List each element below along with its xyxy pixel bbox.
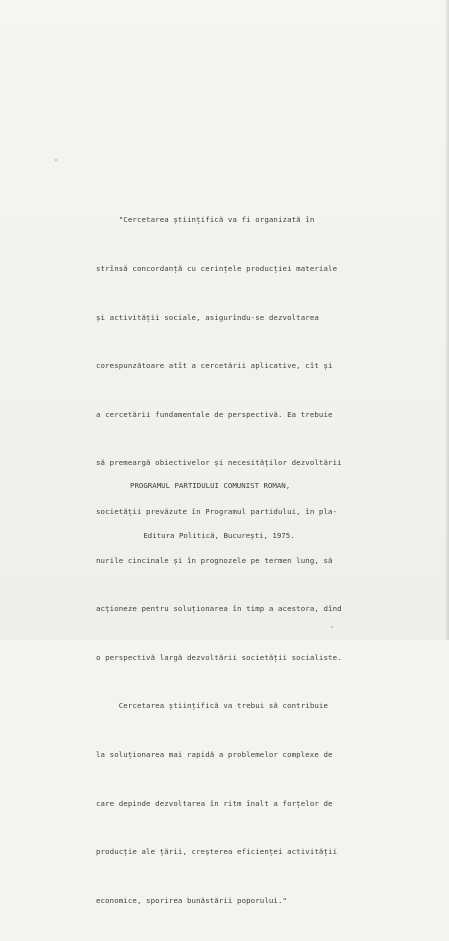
quote-line: economice, sporirea bunăstării poporului." [96, 895, 288, 905]
citation-publisher: Editura Politică, București, 1975. [130, 530, 295, 540]
quote-line: Cercetarea științifică va trebui să contribuie [96, 701, 329, 711]
quote-line: care depinde dezvoltarea în ritm înalt a forțelor de [96, 798, 333, 808]
quote-line: la soluționarea mai rapidă a problemelor complexe de [96, 749, 333, 759]
quote-line: corespunzătoare atît a cercetării aplicative, cît și [96, 361, 333, 371]
quote-line: să premeargă obiectivelor și necesităților dezvoltării [96, 458, 342, 468]
quote-line: a cercetării fundamentale de perspectivă. Ea trebuie [96, 409, 333, 419]
quote-line: strînsă concordanță cu cerințele producției materiale [96, 264, 338, 273]
quote-line: acționeze pentru soluționarea în timp a acestora, dînd [96, 604, 342, 614]
quote-line: o perspectivă largă dezvoltării societății socialiste. [96, 652, 342, 662]
citation [130, 445, 295, 577]
quote-line: "Cercetarea științifică va fi organizată în [96, 215, 315, 225]
page-edge-shadow [445, 0, 449, 640]
citation-source: PROGRAMUL PARTIDULUI COMUNIST ROMAN, [130, 481, 291, 490]
quote-line: producție ale țării, creșterea eficienței activității [96, 847, 338, 857]
quote-line: societății prevăzute în Programul partidului, în pla- [96, 506, 338, 516]
paper-speck [55, 159, 57, 161]
quote-line: nurile cincinale și în prognozele pe termen lung, să [96, 555, 333, 565]
quote-line: și activității sociale, asigurîndu-se dezvoltarea [96, 312, 319, 322]
